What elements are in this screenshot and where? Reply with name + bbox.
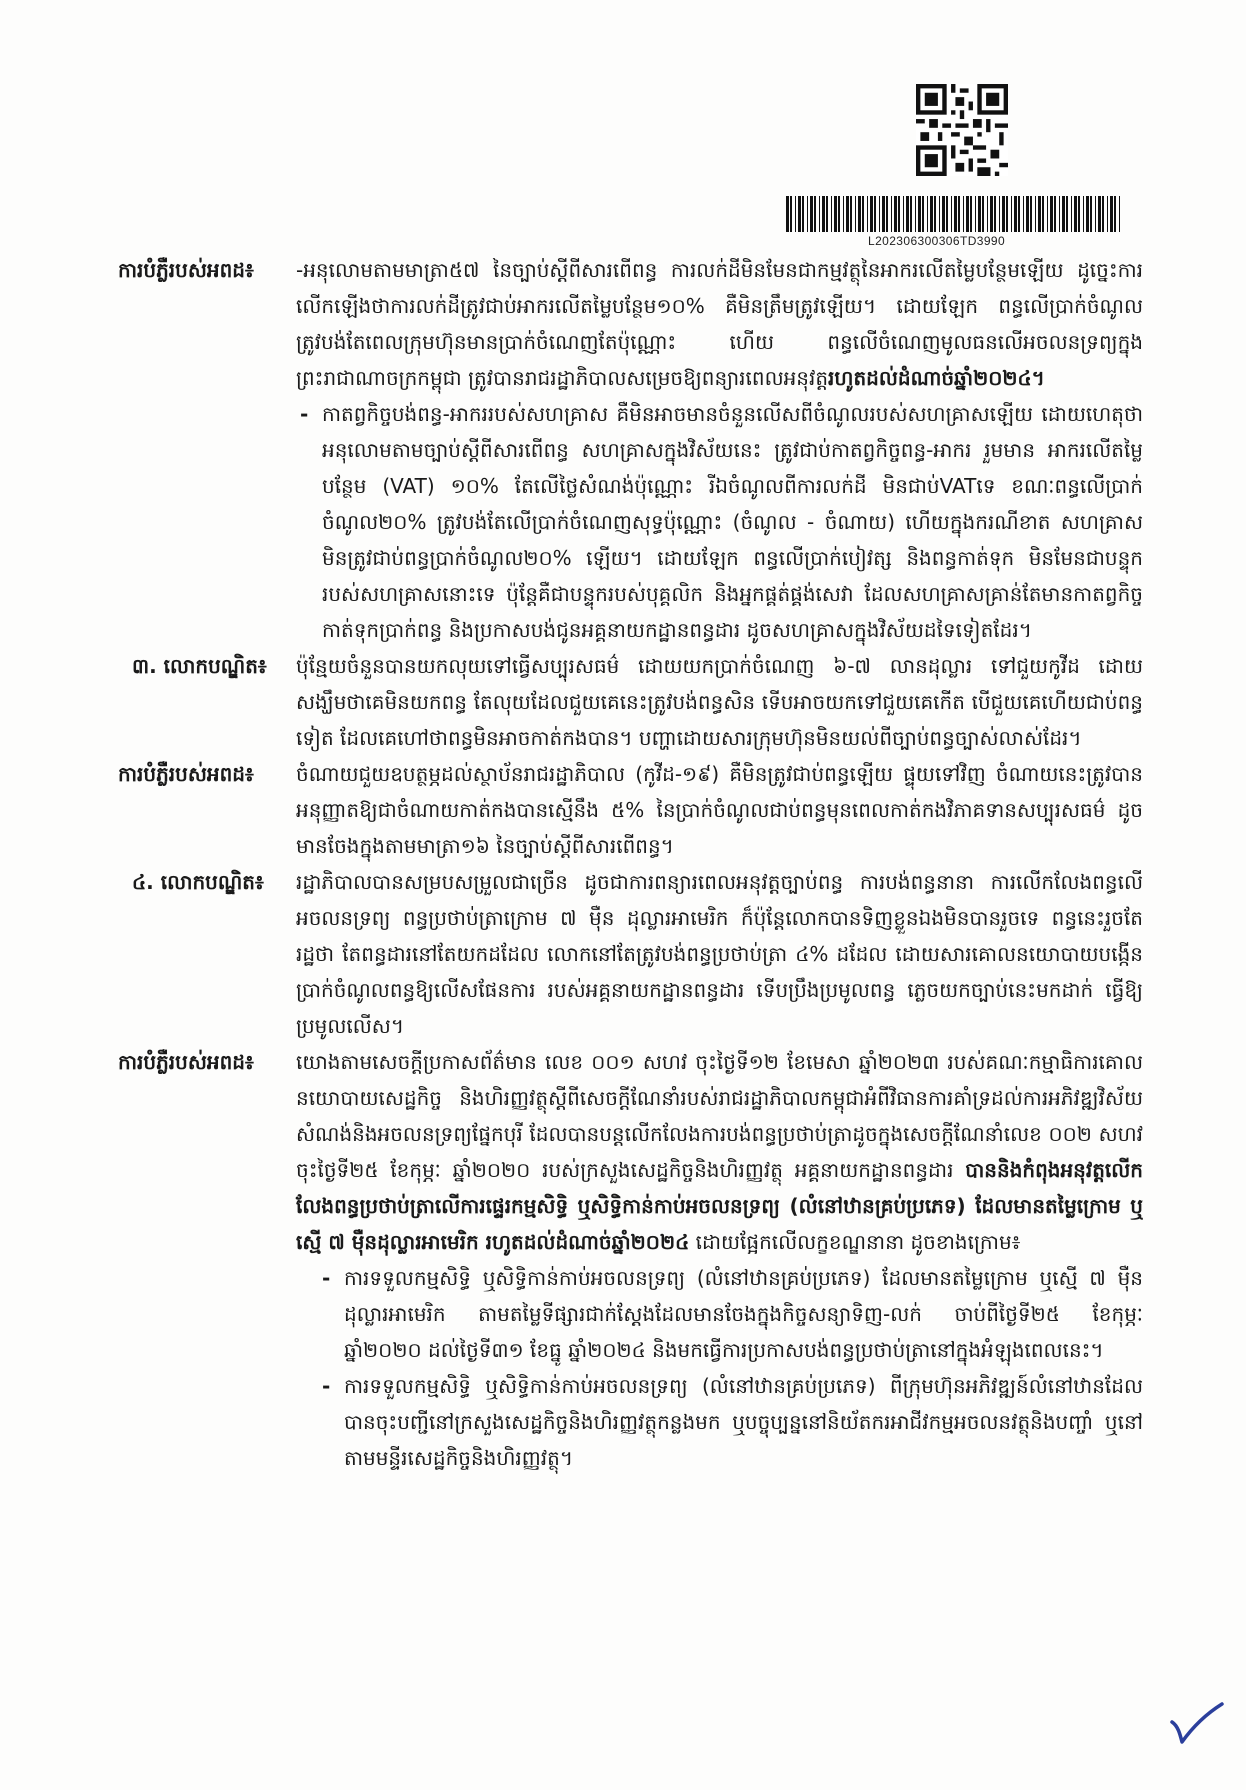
speaker-label: ការបំភ្លឺរបស់អពដ៖ bbox=[118, 1050, 254, 1074]
bullet-list bbox=[318, 1260, 1143, 1476]
paragraph: យោងតាមសេចក្តីប្រកាសព័ត៌មាន លេខ ០០១ សហវ ចុះថ្ងៃទី១២ ខែមេសា ឆ្នាំ២០២៣ របស់គណៈកម្មាធិការគោលនយោបាយសេដ្ឋកិច្ច និងហិរញ្ញវត្ថុស្តីពីសេចក្តីណែនាំរបស់រាជរដ្ឋាភិបាលកម្ពុជាអំពីវិធានការគាំទ្រដល់ការអភិវឌ្ឍវិស័យសំណង់និងអចលនទ្រព្យផ្នែកបុរី ដែលបានបន្តលើកលែងការបង់ពន្ធប្រថាប់ត្រាដូចក្នុងសេចក្តីណែនាំលេខ ០០២ សហវ ចុះថ្ងៃទី២៥ ខែកុម្ភៈ ឆ្នាំ២០២០ របស់ក្រសួងសេដ្ឋកិច្ចនិងហិរញ្ញវត្ថុ អគ្គនាយកដ្ឋានពន្ធដារ bbox=[296, 1050, 1143, 1182]
paragraph: -អនុលោមតាមមាត្រា៥៧ នៃច្បាប់ស្តីពីសារពើពន្ធ ការលក់ដីមិនមែនជាកម្មវត្ថុនៃអាករលើតម្លៃបន្ថែមឡើយ ដូច្នេះការលើកឡើងថាការលក់ដីត្រូវជាប់អាករលើតម្លៃបន្ថែម១០% គឺមិនត្រឹមត្រូវឡើយ។ ដោយឡែក ពន្ធលើប្រាក់ចំណូល ត្រូវបង់តែពេលក្រុមហ៊ុនមានប្រាក់ចំណេញតែប៉ុណ្ណោះ ហើយ ពន្ធលើចំណេញមូលធនលើអចលនទ្រព្យក្នុងព្រះរាជាណាចក្រកម្ពុជា ត្រូវបានរាជរដ្ឋាភិបាលសម្រេចឱ្យពន្យារពេលអនុវត្ត bbox=[296, 258, 1143, 390]
entry-text bbox=[296, 648, 1143, 756]
paragraph: ចំណាយជួយឧបត្ថម្ភដល់ស្ថាប័នរាជរដ្ឋាភិបាល (កូវីដ-១៩) គឺមិនត្រូវជាប់ពន្ធឡើយ ផ្ទុយទៅវិញ ចំណាយនេះត្រូវបានអនុញ្ញាតឱ្យជាចំណាយកាត់កងបានស្មើនឹង ៥% នៃប្រាក់ចំណូលជាប់ពន្ធមុនពេលកាត់កងវិភាគទានសប្បុរសធម៌ ដូចមានចែងក្នុងតាមមាត្រា១៦ នៃច្បាប់ស្តីពីសារពើពន្ធ។ bbox=[296, 762, 1143, 858]
entry-text bbox=[296, 756, 1143, 864]
dialogue-entry bbox=[118, 1044, 1143, 1476]
document-body bbox=[118, 252, 1143, 1476]
bold-emphasis: បាននិងកំពុងអនុវត្តលើកលែងពន្ធប្រថាប់ត្រាលើការផ្ទេរកម្មសិទ្ធិ ឬសិទ្ធិកាន់កាប់អចលនទ្រព្យ (លំនៅឋានគ្រប់ប្រភេទ) ដែលមានតម្លៃក្រោម ឬស្មើ ៧ ម៉ឺនដុល្លារអាមេរិក រហូតដល់ដំណាច់ឆ្នាំ២០២៤ bbox=[296, 1158, 1143, 1254]
paragraph: រដ្ឋាភិបាលបានសម្របសម្រួលជាច្រើន ដូចជាការពន្យារពេលអនុវត្តច្បាប់ពន្ធ ការបង់ពន្ធនានា ការលើកលែងពន្ធលើអចលនទ្រព្យ ពន្ធប្រថាប់ត្រាក្រោម ៧ ម៉ឺន ដុល្លារអាមេរិក ក៏ប៉ុន្តែលោកបានទិញខ្លួនឯងមិនបានរួចទេ ពន្ធនេះរួចតែរដ្ឋថា តែពន្ធដារនៅតែយកដដែល លោកនៅតែត្រូវបង់ពន្ធប្រថាប់ត្រា ៤% ដដែល ដោយសារគោលនយោបាយបង្កើនប្រាក់ចំណូលពន្ធឱ្យលើសផែនការ របស់អគ្គនាយកដ្ឋានពន្ធដារ ទើបប្រឹងប្រមូលពន្ធ ភ្លេចយកច្បាប់នេះមកដាក់ ធ្វើឱ្យប្រមូលលើស។ bbox=[296, 870, 1143, 1038]
speaker-label: ការបំភ្លឺរបស់អពដ៖ bbox=[118, 762, 254, 786]
paragraph: ប៉ុន្មែយចំនួនបានយកលុយទៅធ្វើសប្បុរសធម៌ ដោយយកប្រាក់ចំណេញ ៦-៧ លានដុល្លារ ទៅជួយកូវីដ ដោយសង្ឃឹមថាគេមិនយកពន្ធ តែលុយដែលជួយគេនេះត្រូវបង់ពន្ធសិន ទើបអាចយកទៅជួយគេកើត បើជួយគេហើយជាប់ពន្ធទៀត ដែលគេហៅថាពន្ធមិនអាចកាត់កងបាន។ បញ្ហាដោយសារក្រុមហ៊ុនមិនយល់ពីច្បាប់ពន្ធច្បាស់លាស់ដែរ។ bbox=[296, 654, 1143, 750]
bullet-item: - ការទទួលកម្មសិទ្ធិ ឬសិទ្ធិកាន់កាប់អចលនទ្រព្យ (លំនៅឋានគ្រប់ប្រភេទ) ដែលមានតម្លៃក្រោម ឬស្មើ ៧ ម៉ឺន ដុល្លារអាមេរិក តាមតម្លៃទីផ្សារជាក់ស្តែងដែលមានចែងក្នុងកិច្ចសន្យាទិញ-លក់ ចាប់ពីថ្ងៃទី២៥ ខែកុម្ភៈ ឆ្នាំ២០២០ ដល់ថ្ងៃទី៣១ ខែធ្នូ ឆ្នាំ២០២៤ និងមកធ្វើការប្រកាសបង់ពន្ធប្រថាប់ត្រានៅក្នុងអំឡុងពេលនេះ។ bbox=[318, 1260, 1143, 1368]
speaker-label: ៣. លោកបណ្ឌិត៖ bbox=[132, 654, 267, 678]
bullet-item: - កាតព្វកិច្ចបង់ពន្ធ-អាកររបស់សហគ្រាស គឺមិនអាចមានចំនួនលើសពីចំណូលរបស់សហគ្រាសឡើយ ដោយហេតុថា អនុលោមតាមច្បាប់ស្តីពីសារពើពន្ធ សហគ្រាសក្នុងវិស័យនេះ ត្រូវជាប់កាតព្វកិច្ចពន្ធ-អាករ រួមមាន អាករលើតម្លៃបន្ថែម (VAT) ១០% តែលើថ្លៃសំណង់ប៉ុណ្ណោះ រីឯចំណូលពីការលក់ដី មិនជាប់VATទេ ខណៈពន្ធលើប្រាក់ចំណូល២០% ត្រូវបង់តែលើប្រាក់ចំណេញសុទ្ធប៉ុណ្ណោះ (ចំណូល - ចំណាយ) ហើយក្នុងករណីខាត សហគ្រាសមិនត្រូវជាប់ពន្ធប្រាក់ចំណូល២០% ឡើយ។ ដោយឡែក ពន្ធលើប្រាក់បៀវត្ស និងពន្ធកាត់ទុក មិនមែនជាបន្ទុករបស់សហគ្រាសនោះទេ ប៉ុន្តែគឺជាបន្ទុករបស់បុគ្គលិក និងអ្នកផ្គត់ផ្គង់សេវា ដែលសហគ្រាសគ្រាន់តែមានកាតព្វកិច្ចកាត់ទុកប្រាក់ពន្ធ និងប្រកាសបង់ជូនអគ្គនាយកដ្ឋានពន្ធដារ ដូចសហគ្រាសក្នុងវិស័យដទៃទៀតដែរ។ bbox=[296, 396, 1143, 648]
checkmark-icon bbox=[1168, 1700, 1224, 1746]
bullet-item: - ការទទួលកម្មសិទ្ធិ ឬសិទ្ធិកាន់កាប់អចលនទ្រព្យ (លំនៅឋានគ្រប់ប្រភេទ) ពីក្រុមហ៊ុនអភិវឌ្ឍន៍លំនៅឋានដែលបានចុះបញ្ជីនៅក្រសួងសេដ្ឋកិច្ចនិងហិរញ្ញវត្ថុកន្លងមក ឬបច្ចុប្បន្ននៅនិយ័តករអាជីវកម្មអចលនវត្ថុនិងបញ្ចាំ ឬនៅតាមមន្ទីរសេដ្ឋកិច្ចនិងហិរញ្ញវត្ថុ។ bbox=[318, 1368, 1143, 1476]
entry-text bbox=[296, 1044, 1143, 1476]
speaker-label: ៤. លោកបណ្ឌិត៖ bbox=[132, 870, 264, 894]
dialogue-entry bbox=[118, 252, 1143, 648]
dialogue-entry bbox=[118, 648, 1143, 756]
document-reference-id: L202306300306TD3990 bbox=[868, 234, 1006, 248]
speaker-label: ការបំភ្លឺរបស់អពដ៖ bbox=[118, 258, 254, 282]
qr-code-icon bbox=[916, 84, 1008, 176]
entry-text bbox=[296, 864, 1143, 1044]
paragraph-tail: ដោយផ្អែកលើលក្ខខណ្ឌនានា ដូចខាងក្រោម៖ bbox=[689, 1230, 1021, 1254]
dialogue-entry bbox=[118, 756, 1143, 864]
bullet-list bbox=[296, 396, 1143, 648]
dialogue-entry bbox=[118, 864, 1143, 1044]
entry-text bbox=[296, 252, 1143, 648]
bold-emphasis: រហូតដល់ដំណាច់ឆ្នាំ២០២៤។ bbox=[828, 366, 1045, 390]
barcode-icon bbox=[786, 196, 1126, 232]
